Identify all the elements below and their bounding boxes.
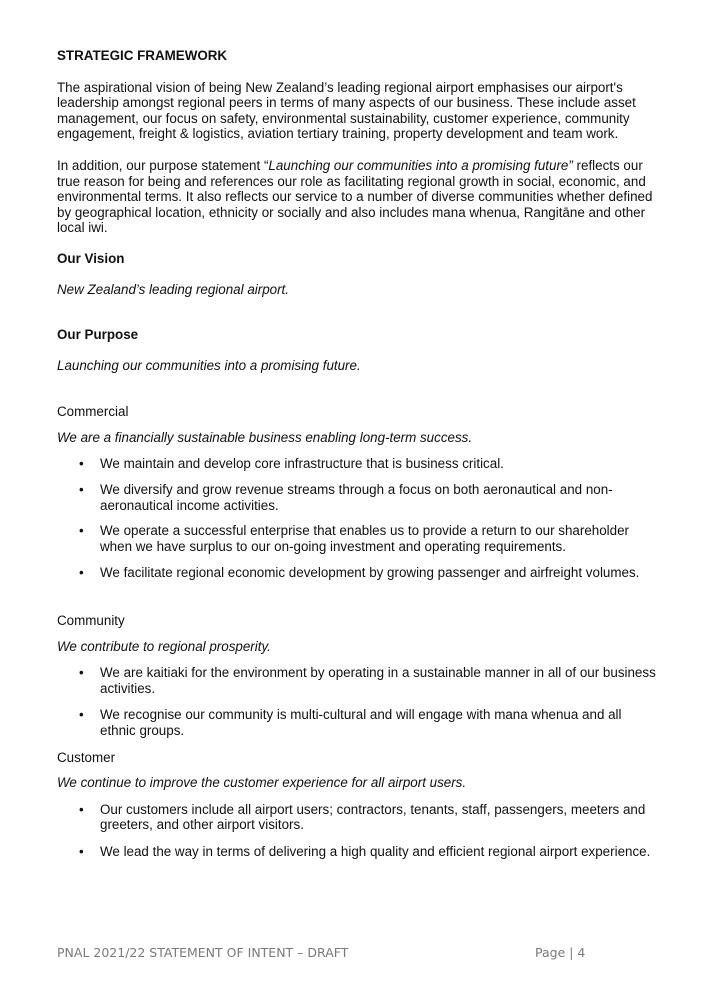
commercial-heading: Commercial (57, 404, 129, 420)
list-item (57, 844, 657, 860)
list-item (57, 456, 657, 472)
customer-heading: Customer (57, 749, 116, 765)
list-item-text: We are kaitiaki for the environment by operating in a sustainable manner in all of our business activities. (100, 665, 656, 696)
bullet-mark: • (79, 844, 84, 859)
commercial-list (57, 456, 657, 582)
customer-statement: We continue to improve the customer experience for all airport users. (57, 775, 467, 791)
bullet-mark: • (79, 455, 84, 471)
intro2-before: In addition, our purpose statement “ (57, 157, 269, 173)
community-heading: Community (57, 613, 125, 629)
list-item (57, 707, 657, 738)
document-body (57, 48, 657, 860)
bullet-mark: • (79, 523, 84, 539)
vision-text: New Zealand’s leading regional airport. (57, 281, 289, 297)
intro-paragraph-2 (57, 158, 657, 236)
intro-paragraph-1: The aspirational vision of being New Zealand’s leading regional airport emphasises our airport's leadership amongst regional peers in terms of many aspects of our business. These include asset management, our focus on safety, environmental sustainability, customer experience, community engagement, freight & logistics, aviation tertiary training, property development and team work. (57, 79, 636, 142)
list-item (57, 565, 657, 581)
bullet-mark: • (79, 665, 84, 681)
bullet-mark: • (79, 707, 84, 723)
list-item-text: We diversify and grow revenue streams through a focus on both aeronautical and non-aeronautical income activities. (100, 482, 613, 513)
list-item-text: We recognise our community is multi-cultural and will engage with mana whenua and all ethnic groups. (100, 707, 622, 739)
bullet-mark: • (79, 565, 84, 581)
list-item (57, 802, 657, 833)
list-item-text: We lead the way in terms of delivering a high quality and efficient regional airport experience. (100, 844, 651, 859)
list-item (57, 523, 657, 554)
customer-list (57, 802, 657, 860)
list-item-text: We maintain and develop core infrastructure that is business critical. (100, 455, 504, 471)
intro2-after: reflects our true reason for being and references our role as facilitating regional growth in social, economic, and environmental terms. It also reflects our service to a number of diverse communities whether defined by geographical location, ethnicity or socially and also includes mana whenua, Rangitāne and other local iwi. (57, 157, 653, 236)
community-statement: We contribute to regional prosperity. (57, 638, 271, 654)
vision-heading: Our Vision (57, 250, 125, 266)
bullet-mark: • (79, 801, 84, 817)
list-item-text: We facilitate regional economic development by growing passenger and airfreight volumes. (100, 565, 640, 581)
community-list (57, 665, 657, 738)
list-item-text: We operate a successful enterprise that enables us to provide a return to our shareholder when we have surplus to our on-going investment and operating requirements. (100, 523, 629, 554)
list-item-text: Our customers include all airport users; contractors, tenants, staff, passengers, meeters and greeters, and other airport visitors. (100, 801, 646, 833)
purpose-heading: Our Purpose (57, 327, 139, 343)
list-item (57, 482, 657, 513)
commercial-statement: We are a financially sustainable business enabling long-term success. (57, 429, 473, 445)
intro2-quote: Launching our communities into a promising future” (268, 157, 573, 173)
footer-page-number: Page | 4 (535, 945, 586, 960)
footer-document-title: PNAL 2021/22 STATEMENT OF INTENT – DRAFT (57, 945, 349, 960)
page-title: STRATEGIC FRAMEWORK (57, 48, 228, 63)
purpose-text: Launching our communities into a promising future. (57, 357, 361, 373)
bullet-mark: • (79, 482, 84, 498)
list-item (57, 665, 657, 696)
